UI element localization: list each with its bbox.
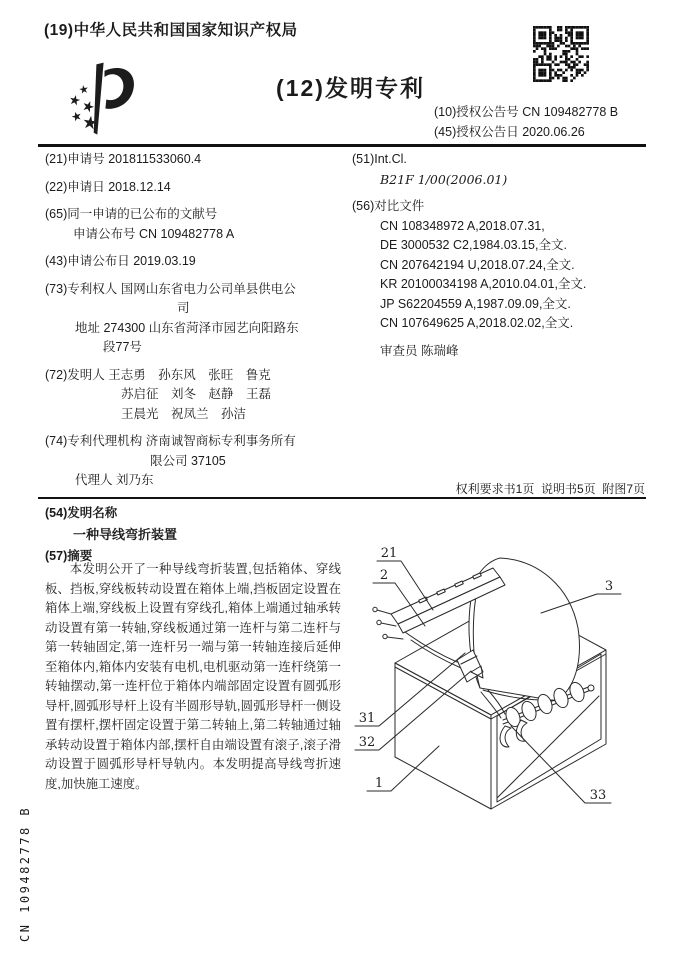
abstract-label: (57)摘要	[45, 549, 93, 563]
patentee-line-wrap: 司	[177, 301, 190, 315]
citation-3: CN 207642194 U,2018.07.24,全文.	[380, 257, 575, 272]
agency-line-wrap: 限公司 37105	[150, 453, 226, 468]
header-divider	[38, 144, 646, 147]
agency-line: (74)专利代理机构 济南诚智商标专利事务所有	[45, 434, 296, 448]
prior-publication-number: 申请公布号 CN 109482778 A	[73, 226, 235, 241]
grant-publication-number: (10)授权公告号 CN 109482778 B	[434, 105, 619, 119]
biblio-divider	[38, 497, 646, 499]
qr-code	[533, 26, 589, 82]
inventors-line-2: 苏启征 刘冬 赵静 王磊	[121, 387, 272, 401]
patentee-address: 地址 274300 山东省菏泽市园艺向阳路东	[75, 320, 299, 335]
examiner-name: 审查员 陈瑞峰	[380, 343, 459, 358]
inventors-line-3: 王晨光 祝凤兰 孙洁	[121, 406, 247, 421]
figure-ref-21: 21	[380, 546, 398, 561]
issuing-office: (19)中华人民共和国国家知识产权局	[44, 22, 298, 39]
prior-publication-label: (65)同一申请的已公布的文献号	[45, 207, 218, 221]
patentee-address-wrap: 段77号	[103, 340, 142, 354]
application-date: (22)申请日 2018.12.14	[45, 179, 171, 194]
abstract-text: 本发明公开了一种导线弯折装置,包括箱体、穿线板、挡板,穿线板转动设置在箱体上端,挡板固定设置在箱体上端,穿线板上设置有穿线孔,箱体上端通过轴承转动设置有第一转轴,穿线板通过第一连杆与第二连杆与第一转轴固定,第一连杆另一端与第一转轴连接后延伸至箱体内,箱体内安装有电机,电机驱动第一连杆绕第一转轴摆动,第一连杆位于箱体内端部固定设置有圆弧形导杆,圆弧形导杆上设有半圆形导轨,圆弧形导杆一侧设置有摆杆,摆杆固定设置于第二转轴上,第二转轴通过轴承转动设置于箱体内部,摆杆自由端设置有滚子,滚子滑动设置于圆弧形导杆导轨内。本发明提高导线弯折速度,加快施工速度。	[45, 562, 341, 791]
patentee-line: (73)专利权人 国网山东省电力公司单县供电公	[45, 281, 296, 296]
pages-summary: 权利要求书1页 说明书5页 附图7页	[455, 482, 645, 496]
figure-ref-3: 3	[604, 579, 614, 594]
citation-5: JP S62204559 A,1987.09.09,全文.	[380, 296, 571, 311]
figure-ref-2: 2	[379, 568, 389, 583]
citation-4: KR 20100034198 A,2010.04.01,全文.	[380, 277, 587, 291]
citation-2: DE 3000532 C2,1984.03.15,全文.	[380, 238, 567, 252]
grant-publication-date: (45)授权公告日 2020.06.26	[434, 125, 585, 139]
biblio-left-column	[45, 150, 347, 491]
side-document-code: CN 109482778 B	[18, 805, 32, 942]
citations-label: (56)对比文件	[352, 199, 425, 213]
citation-6: CN 107649625 A,2018.02.02,全文.	[380, 316, 574, 330]
biblio-right-column	[352, 150, 652, 361]
application-number: (21)申请号 201811533060.4	[45, 152, 202, 166]
invention-title: 一种导线弯折装置	[73, 527, 178, 542]
invention-title-label: (54)发明名称	[45, 506, 118, 520]
figure-ref-33: 33	[589, 788, 607, 803]
agent-name: 代理人 刘乃东	[75, 473, 154, 487]
application-pub-date: (43)申请公布日 2019.03.19	[45, 254, 196, 268]
figure-ref-1: 1	[374, 776, 384, 791]
inventors-line-1: (72)发明人 王志勇 孙东风 张旺 鲁克	[45, 367, 271, 382]
ipc-code: B21F 1/00(2006.01)	[380, 171, 508, 187]
citation-1: CN 108348972 A,2018.07.31,	[380, 218, 545, 233]
document-kind-title: (12)发明专利	[276, 75, 425, 101]
figure-ref-31: 31	[358, 711, 376, 726]
figure-ref-32: 32	[358, 735, 376, 750]
int-cl-label: (51)Int.Cl.	[352, 152, 407, 166]
patent-drawing	[353, 540, 658, 862]
